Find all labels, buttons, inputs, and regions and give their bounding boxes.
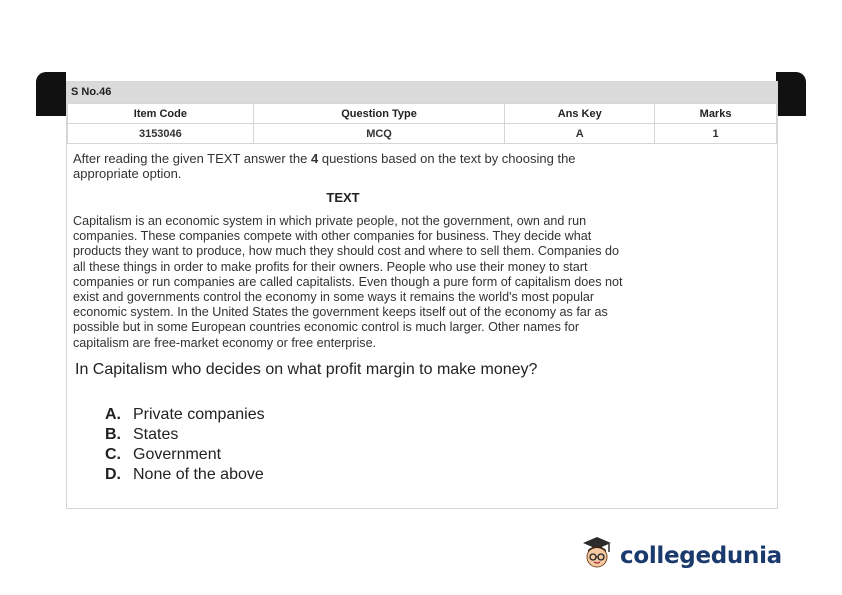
value-marks: 1 [655, 124, 777, 144]
question-meta-table [67, 103, 777, 144]
brand-name: collegedunia [620, 542, 782, 569]
instruction-text [73, 151, 633, 181]
instruction-count: 4 [311, 151, 319, 166]
brand-logo [580, 534, 782, 577]
serial-number: S No.46 [67, 82, 777, 103]
text-heading: TEXT [326, 190, 360, 205]
corner-decoration-right [776, 72, 806, 116]
option-letter: B. [105, 425, 121, 443]
option-b[interactable] [105, 425, 777, 445]
graduate-mascot-icon [580, 534, 614, 577]
option-d[interactable] [105, 465, 777, 485]
option-c[interactable] [105, 445, 777, 465]
option-letter: C. [105, 445, 121, 463]
meta-value-row [68, 124, 777, 144]
header-ans-key: Ans Key [505, 104, 655, 124]
instruction-before: After reading the given TEXT answer the [73, 151, 311, 166]
meta-header-row [68, 104, 777, 124]
value-ans-key: A [505, 124, 655, 144]
header-item-code: Item Code [68, 104, 254, 124]
passage-text: Capitalism is an economic system in which private people, not the government, own and run companies. These companies compete with other companies for business. They decide what products they want to produce, how much they should cost and where to sell them. Companies do all these things in order to make profits for their owners. People who use their money to start companies or run companies are called capitalists. Even though a pure form of capitalism does not exist and governments control the economy in some ways it remains the world's most popular economic system. In the United States the government keeps itself out of the economy as far as possible but in some European countries economic control is much larger. Other names for capitalism are free-market economy or free enterprise. [73, 214, 623, 350]
question-card [66, 81, 778, 509]
options-list [105, 405, 777, 485]
option-label: None of the above [133, 465, 264, 483]
option-letter: A. [105, 405, 121, 423]
option-label: States [133, 425, 179, 443]
option-a[interactable] [105, 405, 777, 425]
option-letter: D. [105, 465, 121, 483]
corner-decoration-left [36, 72, 66, 116]
header-question-type: Question Type [253, 104, 505, 124]
option-label: Government [133, 445, 222, 463]
value-item-code: 3153046 [68, 124, 254, 144]
header-marks: Marks [655, 104, 777, 124]
question-text: In Capitalism who decides on what profit margin to make money? [75, 360, 538, 378]
value-question-type: MCQ [253, 124, 505, 144]
instruction-after: questions based on the text by choosing the appropriate option. [73, 151, 576, 181]
option-label: Private companies [133, 405, 265, 423]
